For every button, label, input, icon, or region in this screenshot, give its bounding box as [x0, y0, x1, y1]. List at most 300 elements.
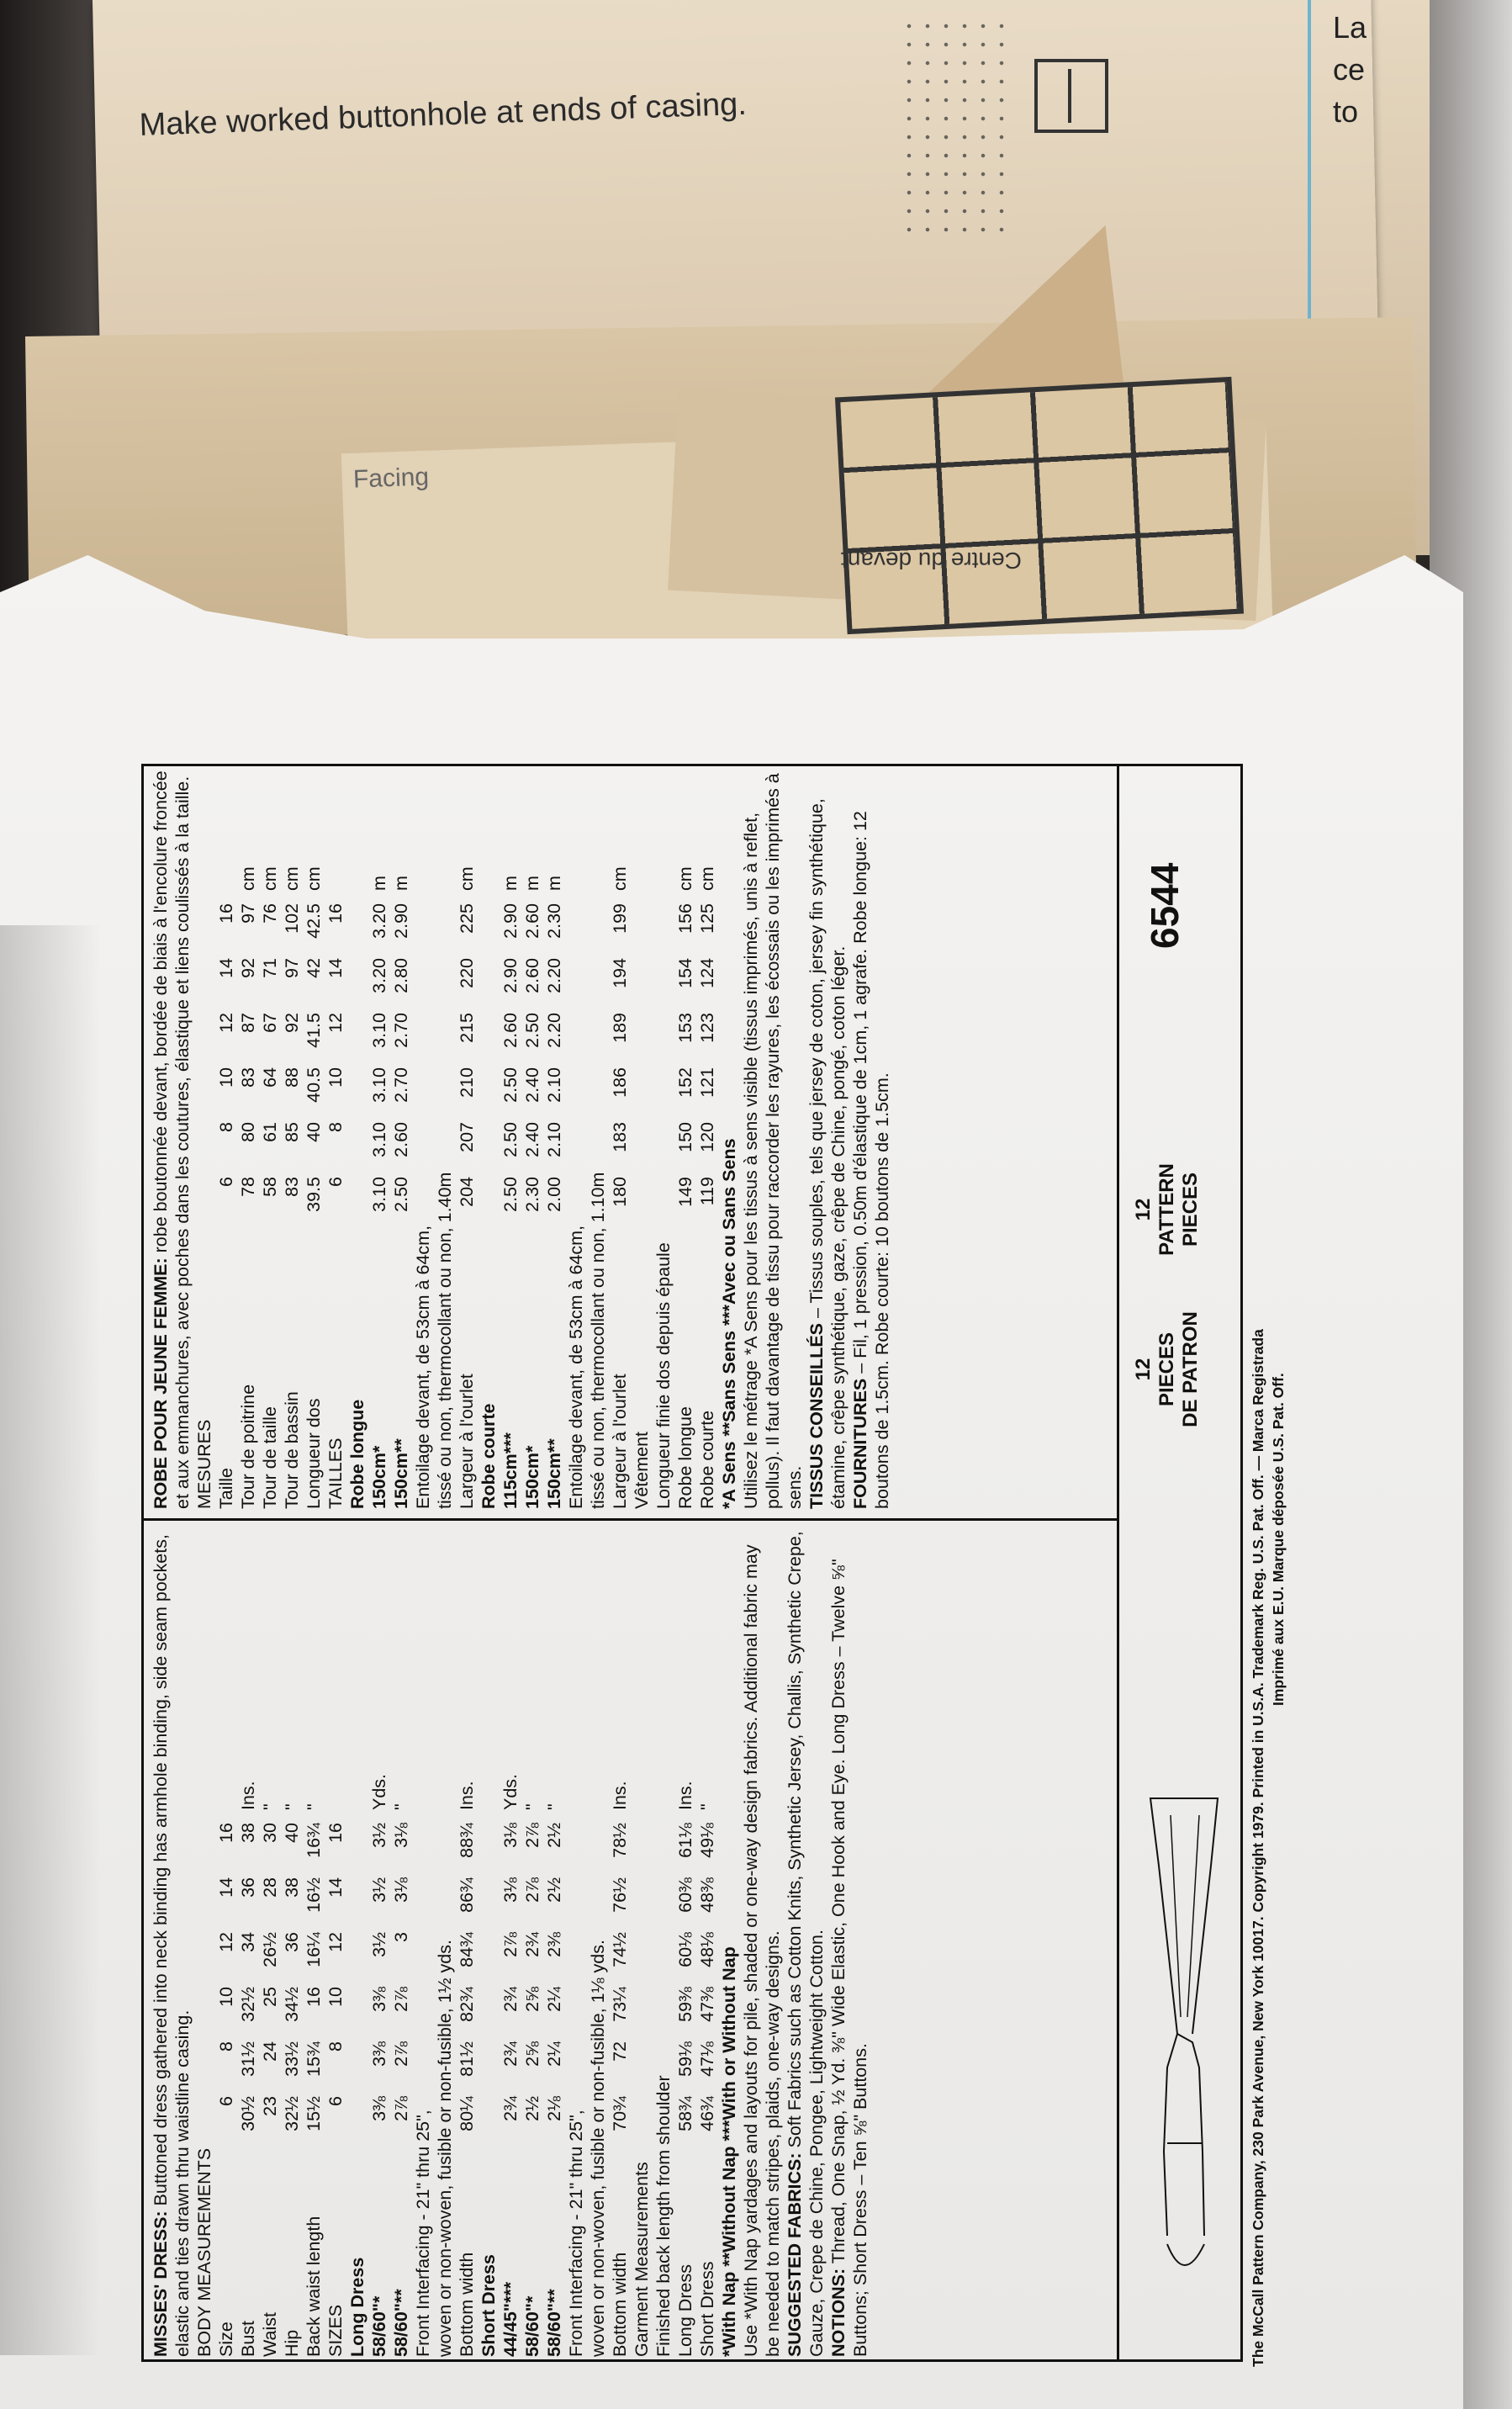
row-unit: Ins. [675, 1781, 695, 1810]
row-value: 2.60 [391, 1122, 411, 1157]
row-value: 3.10 [369, 1122, 389, 1157]
row-label: TAILLES [325, 1437, 346, 1509]
row-value: 31½ [238, 2041, 258, 2077]
row-value: 120 [697, 1122, 717, 1152]
table-row [325, 769, 346, 1509]
row-value: 16¾ [304, 1823, 324, 1858]
text-line: Robe courte [478, 1403, 499, 1509]
row-value: 2.20 [544, 1013, 564, 1048]
row-unit: " [282, 1803, 302, 1810]
paragraph [827, 1524, 871, 2357]
tissue-label: Centre du devant [841, 548, 1022, 574]
row-value: 220 [457, 958, 477, 988]
row-value: 30½ [238, 2096, 258, 2131]
row-value: 121 [697, 1067, 717, 1098]
row-value: 58 [260, 1177, 280, 1197]
text-line: Front Interfacing - 21" thru 25", [413, 2110, 433, 2357]
row-value: 67 [260, 1013, 280, 1033]
buttonhole-symbol-icon [1034, 59, 1108, 133]
row-value: 48⅛ [697, 1932, 717, 1967]
table-row [521, 1524, 543, 2357]
paragraph-text: Thread, One Snap, ½ Yd. ⅜" Wide Elastic, One Hook and Eye. Long Dress – Twelve ⅝" Buttons; Short Dress – Ten ⅝" Buttons. [828, 1559, 870, 2357]
row-value: 10 [216, 1987, 236, 2007]
row-value: 2⅞ [522, 1823, 542, 1848]
row-value: 3⅜ [369, 2096, 389, 2121]
row-value: 2¾ [500, 2096, 521, 2121]
row-value: 149 [675, 1177, 695, 1207]
row-label: Long Dress [675, 2264, 695, 2357]
row-label: Size [216, 2322, 236, 2357]
row-label: 58/60"* [369, 2295, 389, 2357]
row-value: 154 [675, 958, 695, 988]
table-row [281, 769, 303, 1509]
row-label: Bottom width [457, 2252, 477, 2357]
row-unit: m [522, 876, 542, 891]
row-value: 32½ [238, 1987, 258, 2022]
footer-trademark: Imprimé aux E.U. Marque déposée U.S. Pat. Off. [1270, 1373, 1287, 1706]
envelope-shade [0, 925, 101, 2355]
row-value: 2.60 [522, 903, 542, 939]
row-value: 2.50 [500, 1067, 521, 1103]
row-label: 44/45"*** [500, 2281, 521, 2357]
row-value: 47⅜ [697, 1987, 717, 2022]
row-unit: m [544, 876, 564, 891]
row-value: 24 [260, 2041, 280, 2062]
row-value: 60⅛ [675, 1932, 695, 1967]
row-value: 2⅛ [544, 2096, 564, 2121]
row-value: 152 [675, 1067, 695, 1098]
text-line: Vêtement [632, 1431, 652, 1509]
corner-text: La ce to [1333, 10, 1367, 129]
row-unit: cm [304, 866, 324, 891]
paragraph [150, 769, 193, 1509]
row-label: Tour de taille [260, 1406, 280, 1509]
row-value: 71 [260, 958, 280, 978]
row-value: 2½ [544, 1877, 564, 1903]
text-line: *With Nap **Without Nap ***With or Without Nap [719, 1946, 739, 2357]
paragraph [849, 769, 893, 1509]
row-value: 40 [282, 1823, 302, 1843]
row-value: 76 [260, 903, 280, 924]
row-label: Waist [260, 2312, 280, 2357]
row-value: 2.20 [544, 958, 564, 993]
row-value: 3½ [369, 1823, 389, 1848]
row-value: 2.50 [391, 1177, 411, 1212]
row-value: 8 [325, 2041, 346, 2052]
row-label: 150cm* [522, 1445, 542, 1509]
row-value: 12 [325, 1013, 346, 1033]
text-line: tissé ou non, thermocollant ou non, 1.40m [435, 1172, 455, 1509]
table-row [390, 1524, 412, 2357]
text-line: Robe longue [347, 1399, 367, 1509]
table-row [609, 769, 631, 1509]
row-value: 38 [282, 1877, 302, 1898]
dotted-marking [900, 17, 1009, 236]
table-row [696, 1524, 718, 2357]
row-value: 8 [216, 2041, 236, 2052]
row-value: 41.5 [304, 1013, 324, 1048]
row-value: 59⅛ [675, 2041, 695, 2077]
row-label: Bottom width [610, 2252, 630, 2357]
row-value: 3½ [369, 1932, 389, 1957]
row-value: 6 [325, 2096, 346, 2106]
row-value: 2.00 [544, 1177, 564, 1212]
row-value: 2⅝ [522, 1987, 542, 2012]
paragraph-title: FOURNITURES [850, 1378, 870, 1509]
row-value: 97 [282, 958, 302, 978]
row-value: 2¾ [500, 2041, 521, 2067]
row-unit: " [391, 1803, 411, 1810]
row-value: 81½ [457, 2041, 477, 2077]
style-number: 6544 [1143, 862, 1187, 949]
row-value: 14 [216, 1877, 236, 1898]
row-value: 76½ [610, 1877, 630, 1913]
row-value: 88¾ [457, 1823, 477, 1858]
row-value: 150 [675, 1122, 695, 1152]
row-value: 82¾ [457, 1987, 477, 2022]
row-value: 225 [457, 903, 477, 934]
row-value: 2.60 [522, 958, 542, 993]
row-value: 125 [697, 903, 717, 934]
row-value: 23 [260, 2096, 280, 2116]
row-value: 16¼ [304, 1932, 324, 1967]
text-line: woven or non-woven, fusible or non-fusible, 1⅛ yds. [588, 1940, 608, 2357]
row-value: 2.30 [522, 1177, 542, 1212]
row-value: 2.40 [522, 1122, 542, 1157]
row-value: 85 [282, 1122, 302, 1142]
row-value: 92 [238, 958, 258, 978]
row-value: 84¾ [457, 1932, 477, 1967]
text-line: Long Dress [347, 2257, 367, 2357]
row-label: Longueur dos [304, 1398, 324, 1509]
row-value: 189 [610, 1013, 630, 1043]
row-value: 16 [325, 1823, 346, 1843]
row-value: 3⅜ [369, 2041, 389, 2067]
row-value: 74½ [610, 1932, 630, 1967]
row-unit: " [522, 1803, 542, 1810]
row-value: 2¼ [544, 1987, 564, 2012]
row-value: 3 [391, 1932, 411, 1942]
row-value: 59⅜ [675, 1987, 695, 2022]
row-value: 3.20 [369, 903, 389, 939]
row-unit: " [697, 1803, 717, 1810]
row-value: 78 [238, 1177, 258, 1197]
table-row [281, 1524, 303, 2357]
row-value: 124 [697, 958, 717, 988]
paragraph-text: Buttoned dress gathered into neck binding has armhole binding, side seam pockets, elastic and ties drawn thru waistline casing. [151, 1534, 193, 2357]
row-value: 2½ [522, 2096, 542, 2121]
row-value: 2.90 [391, 903, 411, 939]
table-row [609, 1524, 631, 2357]
row-unit: Yds. [369, 1773, 389, 1810]
text-line: Front Interfacing - 21" thru 25", [566, 2110, 586, 2357]
row-value: 2.40 [522, 1067, 542, 1103]
row-value: 83 [238, 1067, 258, 1088]
row-value: 3.10 [369, 1067, 389, 1103]
row-unit: cm [675, 866, 695, 891]
row-value: 2.80 [391, 958, 411, 993]
row-value: 58¾ [675, 2096, 695, 2131]
row-value: 14 [216, 958, 236, 978]
row-label: 58/60"** [544, 2289, 564, 2357]
row-value: 33½ [282, 2041, 302, 2077]
paragraph-title: SUGGESTED FABRICS: [785, 2152, 805, 2357]
row-value: 12 [216, 1932, 236, 1952]
row-label: Back waist length [304, 2216, 324, 2357]
text-line: *A Sens **Sans Sens ***Avec ou Sans Sens [719, 1138, 739, 1509]
row-value: 3.10 [369, 1177, 389, 1212]
row-value: 80¼ [457, 2096, 477, 2131]
text-line: Short Dress [478, 2254, 499, 2357]
table-row [215, 769, 237, 1509]
paragraph-text: robe boutonnée devant, bordée de biais à l'encolure froncée et aux emmanchures, avec poches dans les coutures, élastique et liens coulissés à la taille. [151, 770, 193, 1509]
row-label: SIZES [325, 2304, 346, 2357]
row-value: 34 [238, 1932, 258, 1952]
row-value: 8 [216, 1122, 236, 1132]
row-value: 70¾ [610, 2096, 630, 2131]
row-unit: Yds. [500, 1773, 521, 1810]
text-line: Longueur finie dos depuis épaule [653, 1242, 674, 1509]
row-value: 92 [282, 1013, 302, 1033]
row-value: 156 [675, 903, 695, 934]
row-value: 2.50 [500, 1122, 521, 1157]
row-value: 39.5 [304, 1177, 324, 1212]
row-value: 210 [457, 1067, 477, 1098]
row-value: 8 [325, 1122, 346, 1132]
text-line: Finished back length from shoulder [653, 2075, 674, 2357]
row-label: 58/60"** [391, 2289, 411, 2357]
row-value: 40.5 [304, 1067, 324, 1103]
row-value: 32½ [282, 2096, 302, 2131]
row-value: 40 [304, 1122, 324, 1142]
row-value: 102 [282, 903, 302, 934]
row-value: 3⅛ [500, 1877, 521, 1903]
paragraph-text: Use *With Nap yardages and layouts for pile, shaded or one-way design fabrics. Additional fabric may be needed to match stripes, plaids, one-way designs. [741, 1544, 783, 2357]
casing-instruction: Make worked buttonhole at ends of casing. [139, 86, 748, 143]
row-value: 42 [304, 958, 324, 978]
row-value: 2.90 [500, 958, 521, 993]
row-label: Robe longue [675, 1406, 695, 1509]
row-unit: cm [610, 866, 630, 891]
row-label: Taille [216, 1468, 236, 1509]
row-unit: Ins. [457, 1781, 477, 1810]
row-value: 14 [325, 1877, 346, 1898]
row-unit: Ins. [238, 1781, 258, 1810]
table-row [368, 1524, 390, 2357]
row-value: 34½ [282, 1987, 302, 2022]
row-value: 2.10 [544, 1122, 564, 1157]
row-value: 61 [260, 1122, 280, 1142]
row-value: 119 [697, 1177, 717, 1206]
row-value: 2.50 [500, 1177, 521, 1212]
table-row [696, 769, 718, 1509]
table-row [521, 769, 543, 1509]
row-value: 6 [216, 1177, 236, 1187]
tissue-grid-piece [835, 377, 1244, 634]
text-line: woven or non-woven, fusible or non-fusible, 1½ yds. [435, 1940, 455, 2357]
row-value: 2.70 [391, 1013, 411, 1048]
row-value: 2¾ [522, 1932, 542, 1957]
table-row [543, 769, 565, 1509]
row-value: 10 [325, 1987, 346, 2007]
row-value: 6 [216, 2096, 236, 2106]
row-value: 2⅞ [391, 2096, 411, 2121]
row-value: 2⅞ [391, 2041, 411, 2067]
row-value: 3⅛ [391, 1823, 411, 1848]
row-value: 15½ [304, 2096, 324, 2131]
row-value: 3⅛ [391, 1877, 411, 1903]
row-label: 115cm*** [500, 1432, 521, 1509]
row-value: 2¼ [544, 2041, 564, 2067]
row-label: Tour de bassin [282, 1391, 302, 1509]
row-value: 42.5 [304, 903, 324, 939]
text-line: Entoilage devant, de 53cm à 64cm, [413, 1225, 433, 1509]
row-label: Short Dress [697, 2261, 717, 2357]
row-unit: " [544, 1803, 564, 1810]
row-value: 72 [610, 2041, 630, 2062]
row-unit: " [304, 1803, 324, 1810]
paragraph-text: Soft Fabrics such as Cotton Knits, Synthetic Jersey, Challis, Synthetic Crepe, Gauze, Crepe de Chine, Pongee, Lightweight Cotton. [785, 1531, 827, 2357]
row-value: 10 [216, 1067, 236, 1088]
row-label: Largeur à l'ourlet [457, 1374, 477, 1509]
table-row [303, 769, 325, 1509]
row-value: 6 [325, 1177, 346, 1187]
table-row [303, 1524, 325, 2357]
row-value: 64 [260, 1067, 280, 1088]
row-value: 2.30 [544, 903, 564, 939]
row-label: 58/60"* [522, 2295, 542, 2357]
row-value: 10 [325, 1067, 346, 1088]
row-value: 215 [457, 1013, 477, 1043]
row-unit: cm [282, 866, 302, 891]
envelope-print-panel [141, 764, 1287, 2367]
row-value: 25 [260, 1987, 280, 2007]
row-value: 2.70 [391, 1067, 411, 1103]
paragraph-text: – Tissus souples, tels que jersey de coton, jersey fin synthétique, étamine, crêpe synthétique, gaze, crêpe de Chine, pongé, coton léger. [806, 798, 849, 1509]
row-value: 38 [238, 1823, 258, 1843]
row-value: 47⅛ [697, 2041, 717, 2077]
table-row [456, 769, 478, 1509]
row-label: 150cm* [369, 1445, 389, 1509]
row-value: 2.60 [500, 1013, 521, 1048]
table-row [368, 769, 390, 1509]
row-value: 3½ [369, 1877, 389, 1903]
table-row [674, 769, 696, 1509]
text-line: tissé ou non, thermocollant ou non, 1.10m [588, 1172, 608, 1509]
row-value: 183 [610, 1122, 630, 1152]
row-value: 16 [216, 1823, 236, 1843]
paragraph-text: – Fil, 1 pression, 0.50m d'élastique de 1cm, 1 agrafe. Robe longue: 12 boutons de 1.5cm. Robe courte: 10 boutons de 1.5cm. [850, 811, 892, 1509]
table-row [215, 1524, 237, 2357]
row-value: 12 [325, 1932, 346, 1952]
pieces-patron-label: 12 PIECES DE PATRON [1132, 1311, 1202, 1427]
row-value: 204 [457, 1177, 477, 1207]
row-label: Tour de poitrine [238, 1384, 258, 1509]
paragraph [784, 1524, 827, 2357]
row-value: 186 [610, 1067, 630, 1098]
paragraph-title: NOTIONS: [828, 2268, 849, 2357]
row-value: 46¾ [697, 2096, 717, 2131]
row-value: 3.20 [369, 958, 389, 993]
text-line: Garment Measurements [632, 2162, 652, 2357]
row-value: 12 [216, 1013, 236, 1033]
row-value: 61⅛ [675, 1823, 695, 1858]
table-row [456, 1524, 478, 2357]
row-value: 2⅞ [391, 1987, 411, 2012]
french-column [150, 769, 893, 1509]
table-row [543, 1524, 565, 2357]
row-value: 3⅛ [500, 1823, 521, 1848]
paragraph-title: MISSES' DRESS: [151, 2210, 171, 2357]
row-value: 2⅜ [544, 1932, 564, 1957]
row-value: 2⅞ [522, 1877, 542, 1903]
row-value: 207 [457, 1122, 477, 1152]
row-value: 16 [325, 903, 346, 924]
row-value: 16½ [304, 1877, 324, 1913]
table-row [259, 1524, 281, 2357]
row-value: 2¾ [500, 1987, 521, 2012]
row-value: 15¾ [304, 2041, 324, 2077]
row-label: Robe courte [697, 1410, 717, 1509]
table-row [237, 1524, 259, 2357]
paragraph-text: Utilisez le métrage *A Sens pour les tissus à sens visible (tissus imprimés, unis à reflet, pollus). Il faut davantage de tissu pour raccorder les rayures, les écossais ou les imprimés à sens. [741, 773, 805, 1509]
row-value: 3⅜ [369, 1987, 389, 2012]
english-column [150, 1524, 871, 2357]
row-unit: m [391, 876, 411, 891]
row-value: 73¼ [610, 1987, 630, 2022]
row-value: 2½ [544, 1823, 564, 1848]
paragraph [150, 1524, 193, 2357]
row-value: 30 [260, 1823, 280, 1843]
row-value: 2.10 [544, 1067, 564, 1103]
row-value: 153 [675, 1013, 695, 1043]
row-unit: cm [238, 866, 258, 891]
row-unit: Ins. [610, 1781, 630, 1810]
text-line: MESURES [194, 1419, 214, 1509]
row-value: 28 [260, 1877, 280, 1898]
paragraph-title: TISSUS CONSEILLÉS [806, 1322, 827, 1509]
table-row [390, 769, 412, 1509]
footer-copyright: The McCall Pattern Company, 230 Park Avenue, New York 10017. Copyright 1979. Printed in U.S.A. Trademark Reg. U.S. Pat. Off. — Marca Registrada [1250, 1329, 1266, 2367]
row-value: 26½ [260, 1932, 280, 1967]
row-label: Largeur à l'ourlet [610, 1374, 630, 1509]
row-value: 123 [697, 1013, 717, 1043]
row-value: 80 [238, 1122, 258, 1142]
text-line: BODY MEASUREMENTS [194, 2147, 214, 2357]
row-value: 16 [304, 1987, 324, 2007]
row-unit: " [260, 1803, 280, 1810]
paragraph-title: ROBE POUR JEUNE FEMME: [151, 1257, 171, 1509]
table-row [237, 769, 259, 1509]
row-value: 3.10 [369, 1013, 389, 1048]
row-value: 16 [216, 903, 236, 924]
table-row [259, 769, 281, 1509]
row-unit: cm [260, 866, 280, 891]
row-value: 180 [610, 1177, 630, 1207]
table-row [674, 1524, 696, 2357]
paragraph [740, 769, 806, 1509]
paragraph [740, 1524, 784, 2357]
row-value: 194 [610, 958, 630, 988]
row-value: 2⅞ [500, 1932, 521, 1957]
row-value: 2.50 [522, 1013, 542, 1048]
table-row [325, 1524, 346, 2357]
column-divider [141, 1518, 1117, 1521]
row-value: 48⅜ [697, 1877, 717, 1913]
row-unit: m [369, 876, 389, 891]
row-value: 88 [282, 1067, 302, 1088]
row-unit: m [500, 876, 521, 891]
